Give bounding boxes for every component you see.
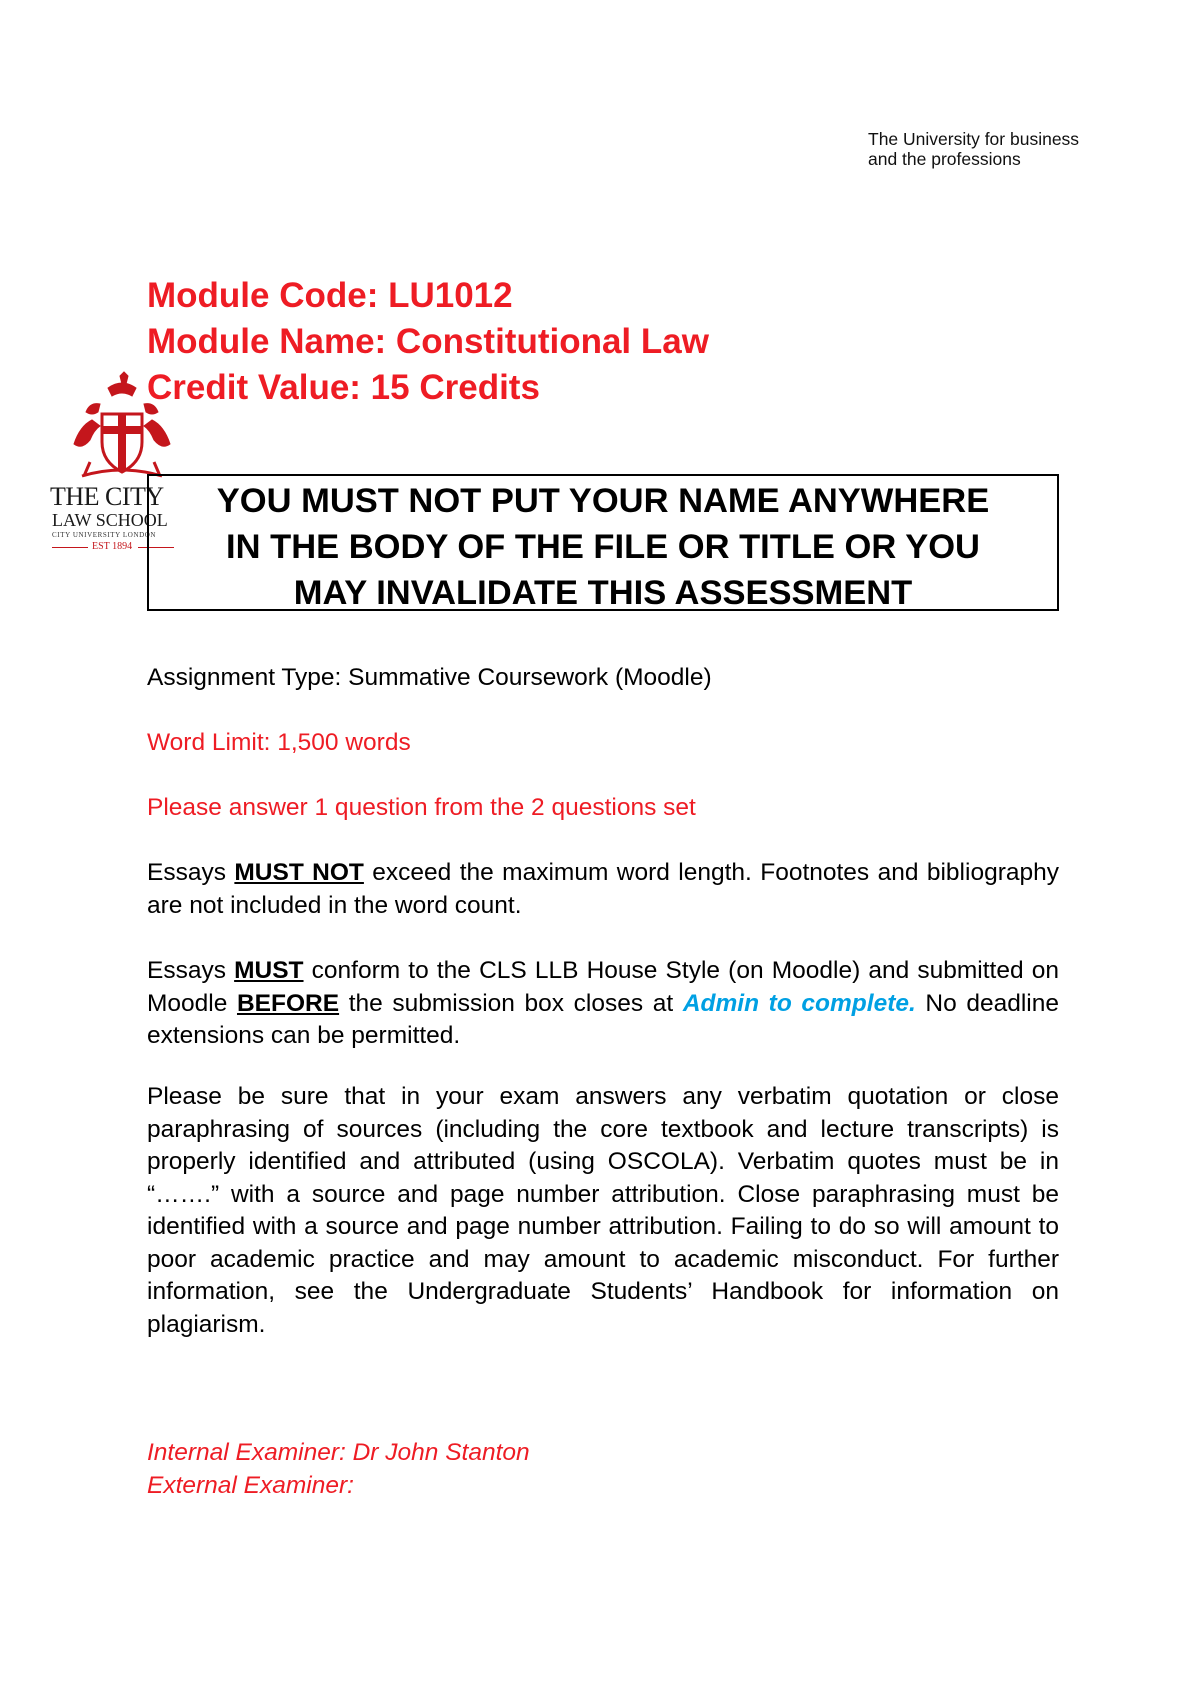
- word-limit: Word Limit: 1,500 words: [147, 729, 411, 756]
- logo-text-established: EST 1894: [92, 541, 133, 552]
- answer-instruction: Please answer 1 question from the 2 questions set: [147, 794, 696, 821]
- logo-text-city: THE CITY: [50, 482, 164, 511]
- house-style-rule: [147, 955, 1059, 1053]
- module-details: [147, 273, 709, 411]
- external-examiner: External Examiner:: [147, 1472, 354, 1499]
- logo-divider-left: [52, 547, 88, 548]
- module-name: Module Name: Constitutional Law: [147, 322, 709, 361]
- essay-length-rule: [147, 857, 1059, 922]
- house-style-emphasis-before: BEFORE: [236, 989, 340, 1017]
- warning-line-3: MAY INVALIDATE THIS ASSESSMENT: [293, 574, 913, 612]
- tagline-line-2: and the professions: [868, 149, 1021, 169]
- tagline-line-1: The University for business: [868, 129, 1080, 149]
- anonymity-warning-box: [147, 474, 1059, 611]
- house-style-mid-1: conform to the CLS LLB House Style (on Moodle) and submitted on Moodle: [147, 957, 1059, 1017]
- logo-text-law-school: LAW SCHOOL: [52, 510, 168, 530]
- deadline-placeholder: Admin to complete.: [682, 989, 916, 1017]
- essay-length-prefix: Essays: [147, 859, 235, 886]
- module-credit-value: Credit Value: 15 Credits: [147, 368, 540, 407]
- assignment-type: Assignment Type: Summative Coursework (Moodle): [147, 664, 712, 691]
- plagiarism-note: Please be sure that in your exam answers any verbatim quotation or close paraphrasing of sources (including the core textbook and lecture transcripts) is properly identified and attributed (using OSCOLA). Verbatim quotes must be in “…….” with a source and page number attribution. Close paraphrasing must be identified with a source and page number attribution. Failing to do so will amount to poor academic practice and may amount to academic misconduct. For further information, see the Undergraduate Students’ Handbook for information on plagiarism.: [147, 1083, 1059, 1338]
- warning-line-2: IN THE BODY OF THE FILE OR TITLE OR YOU: [226, 528, 980, 566]
- house-style-suffix: No deadline extensions can be permitted.: [147, 989, 1060, 1049]
- house-style-prefix: Essays: [147, 957, 235, 984]
- house-style-emphasis-must: MUST: [234, 957, 304, 984]
- module-code: Module Code: LU1012: [147, 276, 513, 315]
- university-tagline: [868, 129, 1079, 169]
- essay-length-suffix: exceed the maximum word length. Footnotes and bibliography are not included in the word count.: [147, 859, 1059, 919]
- essay-length-emphasis: MUST NOT: [234, 859, 364, 886]
- house-style-mid-2: the submission box closes at: [339, 989, 683, 1017]
- internal-examiner: Internal Examiner: Dr John Stanton: [147, 1439, 530, 1466]
- warning-line-1: YOU MUST NOT PUT YOUR NAME ANYWHERE: [216, 482, 990, 520]
- logo-text-university: CITY UNIVERSITY LONDON: [52, 531, 157, 539]
